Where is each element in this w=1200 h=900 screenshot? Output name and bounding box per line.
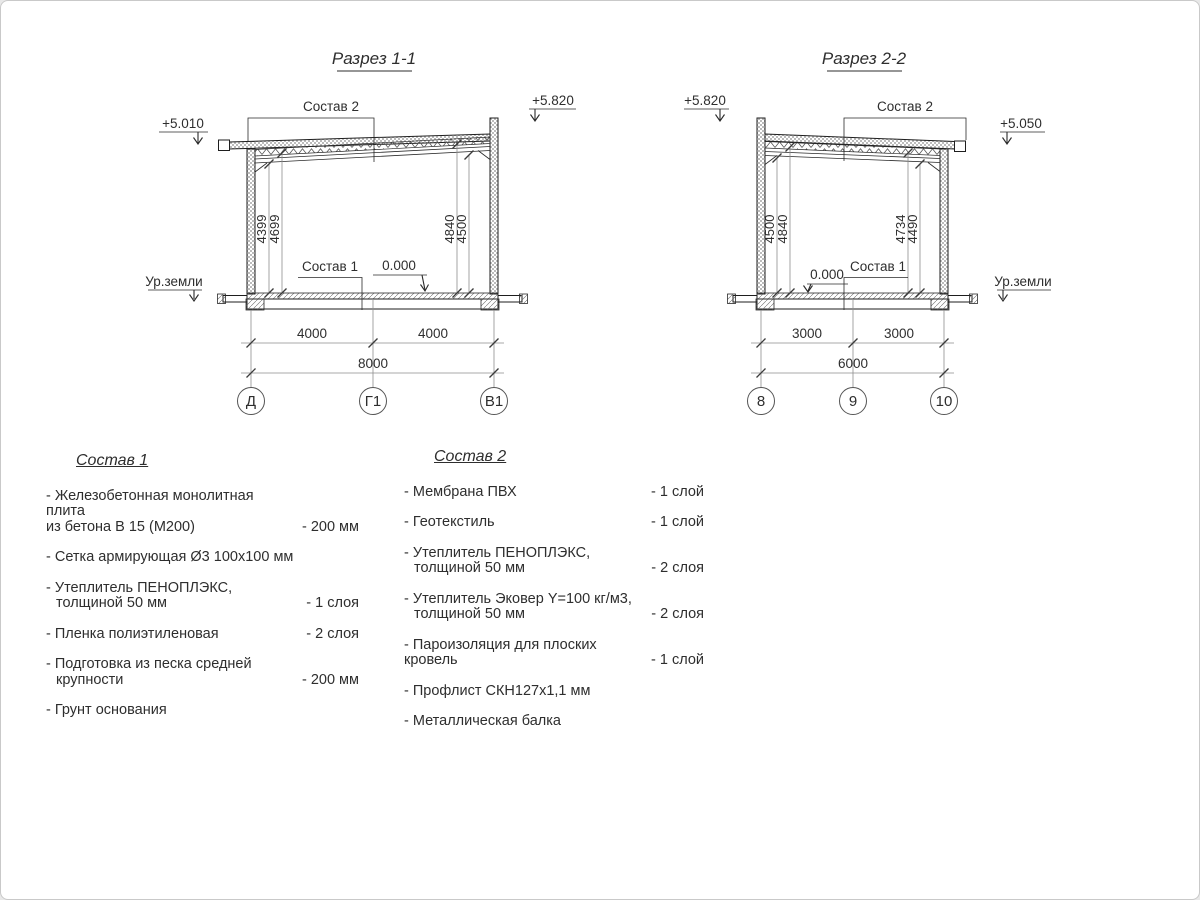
elevation-label: 0.000	[382, 258, 416, 273]
dim-label: 4699	[267, 214, 282, 244]
roof-edge-cap	[955, 141, 966, 152]
dim-label: 3000	[883, 326, 915, 341]
axis-bubble-label: 10	[935, 393, 953, 410]
elevation-label: +5.820	[684, 93, 726, 108]
composition-2-title: Состав 2	[434, 448, 507, 465]
axis-bubbles	[748, 388, 958, 415]
list-item	[46, 703, 359, 719]
ledge-cap-right	[970, 294, 978, 304]
item-text: - Грунт основания	[46, 702, 167, 718]
footing-right	[481, 299, 499, 310]
beam-line	[765, 156, 940, 163]
elevation-mark-right	[529, 93, 576, 121]
footing-right	[931, 299, 949, 310]
callout-label: Состав 1	[850, 259, 906, 274]
floor-screed	[247, 293, 498, 299]
callout-label: Состав 2	[303, 99, 359, 114]
item-value: - 1 слой	[651, 514, 704, 530]
item-value: - 1 слоя	[306, 595, 359, 611]
item-text: - Пароизоляция для плоских кровель	[404, 636, 597, 668]
right-parapet-wall	[490, 118, 498, 294]
ledge-right	[948, 296, 972, 303]
list-item	[404, 714, 704, 730]
list-item	[46, 550, 359, 566]
list-item	[46, 657, 359, 688]
floor-slab	[247, 299, 498, 309]
item-text: - Утеплитель ПЕНОПЛЭКС,	[46, 579, 233, 596]
dim-label: 4840	[442, 214, 457, 244]
building-structure	[218, 118, 528, 310]
item-text: толщиной 50 мм	[414, 606, 526, 622]
elevation-label: +5.820	[532, 93, 574, 108]
corner-haunch-right	[928, 163, 940, 172]
elevation-mark-right	[1000, 116, 1045, 144]
dim-label: 4399	[254, 214, 269, 244]
item-text: толщиной 50 мм	[56, 595, 168, 611]
building-structure	[728, 118, 978, 310]
callout-label: Состав 1	[302, 259, 358, 274]
footing-left	[756, 299, 774, 310]
floor-slab	[757, 299, 948, 309]
ground-level-mark	[145, 274, 202, 301]
ground-level-mark	[994, 274, 1051, 301]
item-text: - Мембрана ПВХ	[404, 483, 517, 500]
vertical-dimensions	[254, 140, 474, 298]
dim-label: 4734	[893, 214, 908, 244]
elevation-label: +5.050	[1000, 116, 1042, 131]
axis-bubble-label: 9	[848, 393, 858, 410]
list-item	[404, 546, 704, 577]
horizontal-dimensions	[751, 299, 954, 387]
dim-label: 3000	[791, 326, 823, 341]
item-text: - Утеплитель Эковер Y=100 кг/м3,	[404, 590, 632, 607]
composition-2-list	[404, 449, 704, 745]
item-text: крупности	[56, 671, 124, 688]
section-1-drawing	[141, 41, 581, 426]
left-parapet-wall	[757, 118, 765, 294]
item-value: - 1 слой	[651, 652, 704, 668]
item-text: - Подготовка из песка средней	[46, 656, 252, 672]
list-item	[404, 515, 704, 531]
horizontal-dimensions	[241, 299, 504, 387]
section-title-text: Разрез 1-1	[331, 49, 417, 68]
roof-edge-cap	[219, 140, 230, 151]
item-value: - 2 слоя	[651, 606, 704, 622]
item-value: - 1 слой	[651, 483, 704, 500]
section-2-drawing	[661, 41, 1101, 426]
section-title	[822, 49, 907, 71]
elevation-label: +5.010	[162, 116, 204, 131]
dim-label: 6000	[837, 356, 869, 371]
ledge-cap-right	[520, 294, 528, 304]
list-item	[404, 592, 704, 623]
callout-label: Состав 2	[877, 99, 933, 114]
corner-haunch-right	[478, 151, 490, 160]
dim-label: 4840	[775, 214, 790, 244]
item-text: - Сетка армирующая Ø3 100х100 мм	[46, 549, 294, 565]
list-item	[46, 581, 359, 612]
elevation-label: 0.000	[810, 267, 844, 282]
item-text: из бетона В 15 (М200)	[46, 518, 195, 535]
item-value: - 200 мм	[301, 671, 359, 688]
axis-bubble-label: 8	[756, 393, 766, 410]
dim-label: 4490	[905, 214, 920, 244]
composition-1-list	[46, 453, 359, 734]
section-title	[332, 49, 416, 71]
right-wall	[940, 149, 948, 294]
item-value: - 200 мм	[301, 518, 359, 535]
dim-label: 8000	[357, 356, 389, 371]
section-title-text: Разрез 2-2	[821, 49, 907, 68]
item-text: толщиной 50 мм	[414, 560, 526, 576]
list-item	[46, 489, 359, 536]
list-item	[46, 627, 359, 643]
elevation-mark-left	[684, 93, 729, 121]
dim-label: 4500	[762, 214, 777, 244]
item-text: - Геотекстиль	[404, 514, 495, 530]
item-text: - Пленка полиэтиленовая	[46, 625, 219, 642]
footing-left	[246, 299, 264, 310]
list-item	[404, 684, 704, 700]
ledge-left	[223, 296, 247, 303]
item-text: - Профлист СКН127х1,1 мм	[404, 682, 591, 699]
zero-level-mark	[804, 267, 849, 292]
ledge-cap-left	[728, 294, 736, 304]
axis-bubble-label: Д	[245, 393, 257, 410]
zero-level-mark	[373, 258, 429, 291]
list-item	[404, 638, 704, 669]
ledge-right	[498, 296, 522, 303]
axis-bubbles	[238, 388, 508, 415]
ground-level-label: Ур.земли	[994, 274, 1052, 289]
composition-1-title: Состав 1	[76, 452, 149, 469]
item-text: - Утеплитель ПЕНОПЛЭКС,	[404, 544, 591, 561]
list-item	[404, 485, 704, 501]
dim-label: 4000	[417, 326, 449, 341]
ledge-cap-left	[218, 294, 226, 304]
item-value: - 2 слоя	[306, 625, 359, 642]
dim-label: 4000	[296, 326, 328, 341]
item-text: - Железобетонная монолитная плита	[46, 487, 254, 519]
ledge-left	[733, 296, 757, 303]
ground-level-label: Ур.земли	[145, 274, 203, 289]
item-value: - 2 слоя	[651, 560, 704, 576]
axis-bubble-label: В1	[484, 393, 504, 410]
axis-bubble-label: Г1	[364, 393, 382, 410]
dim-label: 4500	[454, 214, 469, 244]
elevation-mark-left	[159, 116, 208, 144]
item-text: - Металлическая балка	[404, 713, 561, 729]
